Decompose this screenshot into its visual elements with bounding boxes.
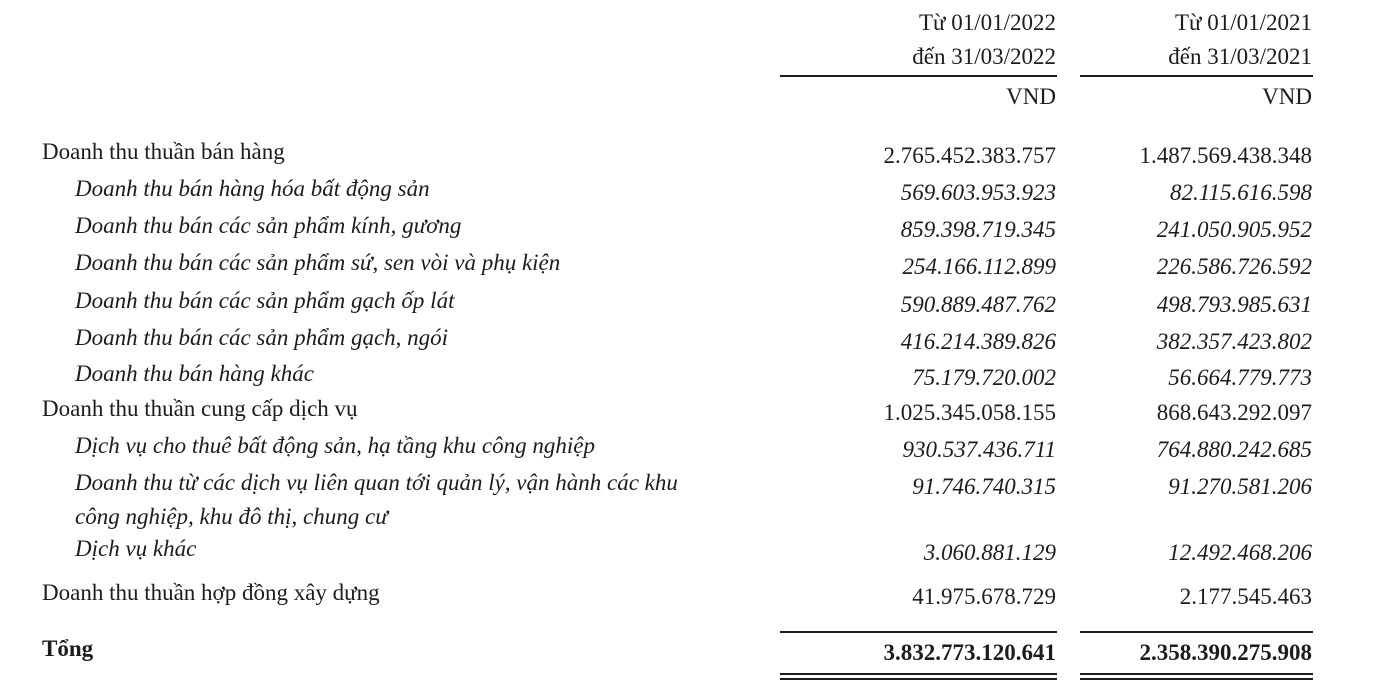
- total-top-rule-2022: [780, 631, 1057, 633]
- row-label-management-services: Doanh thu từ các dịch vụ liên quan tới quản lý, vận hành các khu: [75, 470, 678, 495]
- total-double-rule-2021-b: [1080, 678, 1313, 680]
- total-double-rule-2022-a: [780, 673, 1057, 675]
- row-label-real-estate: Doanh thu bán hàng hóa bất động sản: [75, 176, 430, 201]
- row-value-2021: 2.177.545.463: [1179, 584, 1312, 609]
- row-value-2021: 82.115.616.598: [1169, 180, 1312, 205]
- total-double-rule-2022-b: [780, 678, 1057, 680]
- total-label: Tổng: [42, 636, 94, 661]
- column-header-2021-from: Từ 01/01/2021: [1174, 10, 1312, 35]
- row-value-2021: 1.487.569.438.348: [1139, 143, 1312, 168]
- total-double-rule-2021-a: [1080, 673, 1313, 675]
- row-value-2022: 2.765.452.383.757: [883, 143, 1056, 168]
- row-value-2021: 868.643.292.097: [1156, 400, 1312, 425]
- row-label-construction-revenue: Doanh thu thuần hợp đồng xây dựng: [42, 580, 380, 605]
- row-value-2022: 75.179.720.002: [912, 365, 1056, 390]
- unit-label-2021: VND: [1262, 84, 1312, 109]
- row-label-sales-revenue: Doanh thu thuần bán hàng: [42, 139, 285, 164]
- row-value-2021: 382.357.423.802: [1156, 329, 1312, 354]
- row-label-glass-mirror: Doanh thu bán các sản phẩm kính, gương: [75, 213, 462, 238]
- row-label-other-services: Dịch vụ khác: [75, 536, 197, 561]
- column-header-2021-to: đến 31/03/2021: [1168, 44, 1312, 69]
- column-header-2021: [1080, 6, 1312, 74]
- column-header-2022-from: Từ 01/01/2022: [918, 10, 1056, 35]
- row-label-other-sales: Doanh thu bán hàng khác: [75, 361, 314, 386]
- total-value-2022: 3.832.773.120.641: [883, 640, 1056, 665]
- row-value-2022: 859.398.719.345: [900, 217, 1056, 242]
- row-value-2022: 1.025.345.058.155: [883, 400, 1056, 425]
- row-value-2021: 226.586.726.592: [1156, 254, 1312, 279]
- row-value-2021: 498.793.985.631: [1156, 292, 1312, 317]
- row-label-service-revenue: Doanh thu thuần cung cấp dịch vụ: [42, 396, 358, 421]
- row-value-2022: 254.166.112.899: [902, 254, 1056, 279]
- header-rule-2022: [780, 75, 1057, 77]
- row-label-bricks-roof-tiles: Doanh thu bán các sản phẩm gạch, ngói: [75, 325, 449, 350]
- row-value-2021: 241.050.905.952: [1156, 217, 1312, 242]
- column-header-2022-to: đến 31/03/2022: [912, 44, 1056, 69]
- column-header-2022: [780, 6, 1056, 74]
- row-label-leasing-services: Dịch vụ cho thuê bất động sản, hạ tầng khu công nghiệp: [75, 433, 595, 458]
- row-value-2021: 91.270.581.206: [1168, 474, 1312, 499]
- row-value-2021: 56.664.779.773: [1168, 365, 1312, 390]
- row-value-2022: 590.889.487.762: [900, 292, 1056, 317]
- row-label-sanitary-ware: Doanh thu bán các sản phẩm sứ, sen vòi và phụ kiện: [75, 250, 561, 275]
- row-value-2021: 764.880.242.685: [1156, 437, 1312, 462]
- total-value-2021: 2.358.390.275.908: [1139, 640, 1312, 665]
- total-top-rule-2021: [1080, 631, 1313, 633]
- row-label-tiles: Doanh thu bán các sản phẩm gạch ốp lát: [75, 288, 455, 313]
- row-value-2022: 930.537.436.711: [902, 437, 1056, 462]
- row-value-2022: 569.603.953.923: [900, 180, 1056, 205]
- row-value-2022: 41.975.678.729: [912, 584, 1056, 609]
- row-value-2021: 12.492.468.206: [1168, 540, 1312, 565]
- row-value-2022: 3.060.881.129: [923, 540, 1056, 565]
- unit-label-2022: VND: [1006, 84, 1056, 109]
- row-value-2022: 91.746.740.315: [912, 474, 1056, 499]
- row-value-2022: 416.214.389.826: [900, 329, 1056, 354]
- header-rule-2021: [1080, 75, 1313, 77]
- row-label-management-services-cont: công nghiệp, khu đô thị, chung cư: [75, 504, 388, 529]
